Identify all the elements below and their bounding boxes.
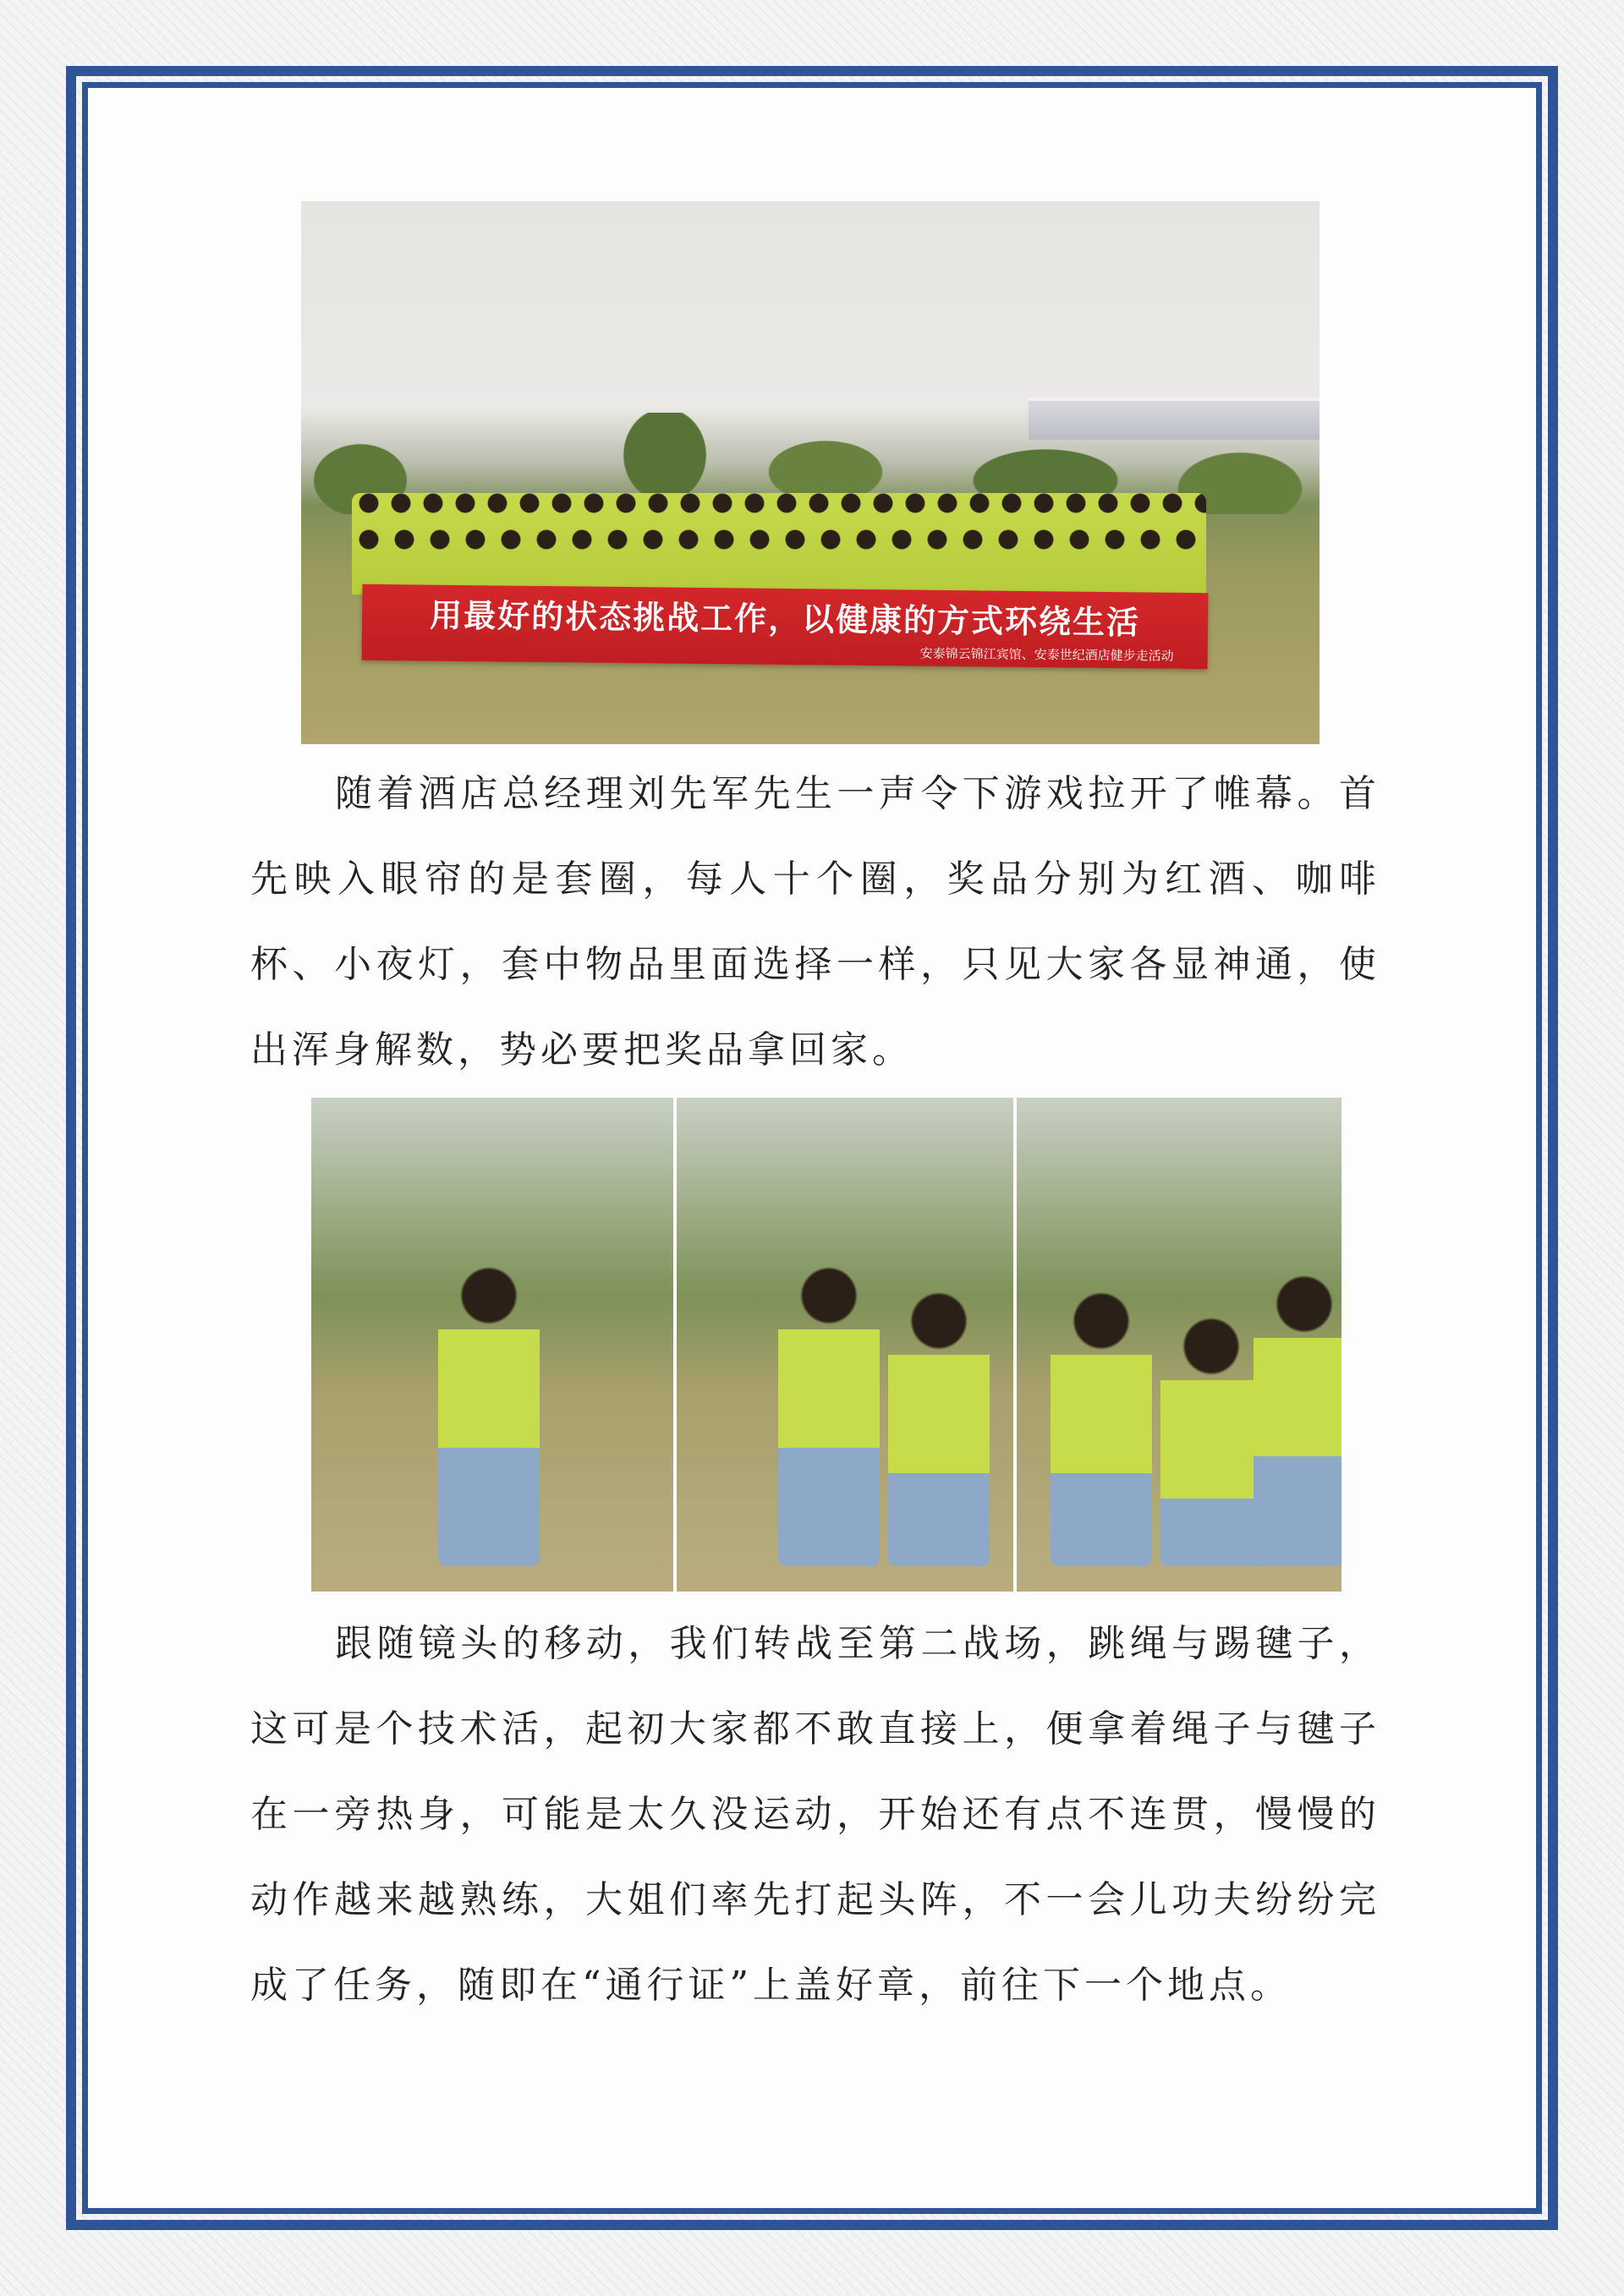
group-photo (301, 201, 1320, 744)
collage-photo-2 (677, 1098, 1013, 1592)
person-figure (1254, 1270, 1341, 1566)
photo-crowd (352, 493, 1206, 595)
banner-subtitle: 安泰锦云锦江宾馆、安泰世纪酒店健步走活动 (919, 645, 1174, 664)
photo-collage (311, 1098, 1341, 1592)
collage-photo-3 (1017, 1098, 1341, 1592)
paragraph-ring-toss: 随着酒店总经理刘先军先生一声令下游戏拉开了帷幕。首先映入眼帘的是套圈，每人十个圈，奖品分别为红酒、咖啡杯、小夜灯，套中物品里面选择一样，只见大家各显神通，使出浑身解数，势必要把奖品拿回家。 (250, 772, 1380, 1071)
paragraph-jump-rope: 跟随镜头的移动，我们转战至第二战场，跳绳与踢毽子，这可是个技术活，起初大家都不敢直接上，便拿着绳子与毽子在一旁热身，可能是太久没运动，开始还有点不连贯，慢慢的动作越来越熟练，大姐们率先打起头阵，不一会儿功夫纷纷完成了任务，随即在“通行证”上盖好章，前往下一个地点。 (250, 1622, 1380, 2007)
person-figure (1051, 1287, 1152, 1566)
person-figure (778, 1262, 880, 1566)
person-figure (888, 1287, 990, 1566)
person-figure (438, 1262, 540, 1566)
person-figure (1160, 1312, 1262, 1566)
banner-slogan: 用最好的状态挑战工作，以健康的方式环绕生活 (429, 596, 1141, 642)
red-banner (362, 584, 1209, 669)
photo-bridge (1029, 397, 1320, 440)
collage-photo-1 (311, 1098, 673, 1592)
